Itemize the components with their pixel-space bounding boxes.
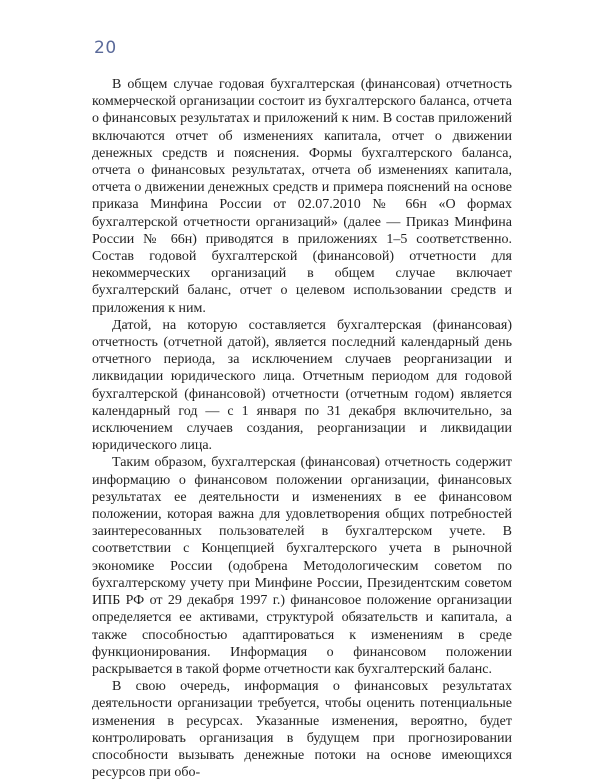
paragraph: В общем случае годовая бухгалтерская (финансовая) отчетность коммерческой организации состоит из бухгалтерского баланса, отчета о финансовых результатах и приложений к ним. В состав приложений включаются отчет об изменениях капитала, отчет о движении денежных средств и пояснения. Формы бухгалтерского баланса, отчета о финансовых результатах, отчета об изменениях капитала, отчета о движении денежных средств и примера пояснений на основе приказа Минфина России от 02.07.2010 № 66н «О формах бухгалтерской отчетности организаций» (далее — Приказ Минфина России № 66н) приводятся в приложениях 1–5 соответственно. Состав годовой бухгалтерской (финансовой) отчетности для некоммерческих организаций в общем случае включает бухгалтерский баланс, отчет о целевом использовании средств и приложения к ним. bbox=[92, 77, 512, 316]
paragraph: Датой, на которую составляется бухгалтерская (финансовая) отчетность (отчетной датой), является последний календарный день отчетного периода, за исключением случаев реорганизации и ликвидации юридического лица. Отчетным периодом для годовой бухгалтерской (финансовой) отчетности (отчетным годом) является календарный год — с 1 января по 31 декабря включительно, за исключением случаев создания, реорганизации и ликвидации юридического лица. bbox=[92, 317, 512, 454]
body-text bbox=[92, 76, 512, 781]
page-number: 20 bbox=[94, 38, 117, 58]
paragraph: В свою очередь, информация о финансовых результатах деятельности организации требуется, чтобы оценить потенциальные изменения в ресурсах. Указанные изменения, вероятно, будет контролировать организация в будущем при прогнозировании способности вызывать денежные потоки на основе имеющихся ресурсов при обо- bbox=[92, 679, 512, 781]
paragraph: Таким образом, бухгалтерская (финансовая) отчетность содержит информацию о финансовом положении организации, финансовых результатах ее деятельности и изменениях в ее финансовом положении, которая важна для удовлетворения общих потребностей заинтересованных пользователей в бухгалтерском учете. В соответствии с Концепцией бухгалтерского учета в рыночной экономике России (одобрена Методологическим советом по бухгалтерскому учету при Минфине России, Президентским советом ИПБ РФ от 29 декабря 1997 г.) финансовое положение организации определяется ее активами, структурой обязательств и капитала, а также способностью адаптироваться к изменениям в среде функционирования. Информация о финансовом положении раскрывается в такой форме отчетности как бухгалтерский баланс. bbox=[92, 455, 512, 677]
